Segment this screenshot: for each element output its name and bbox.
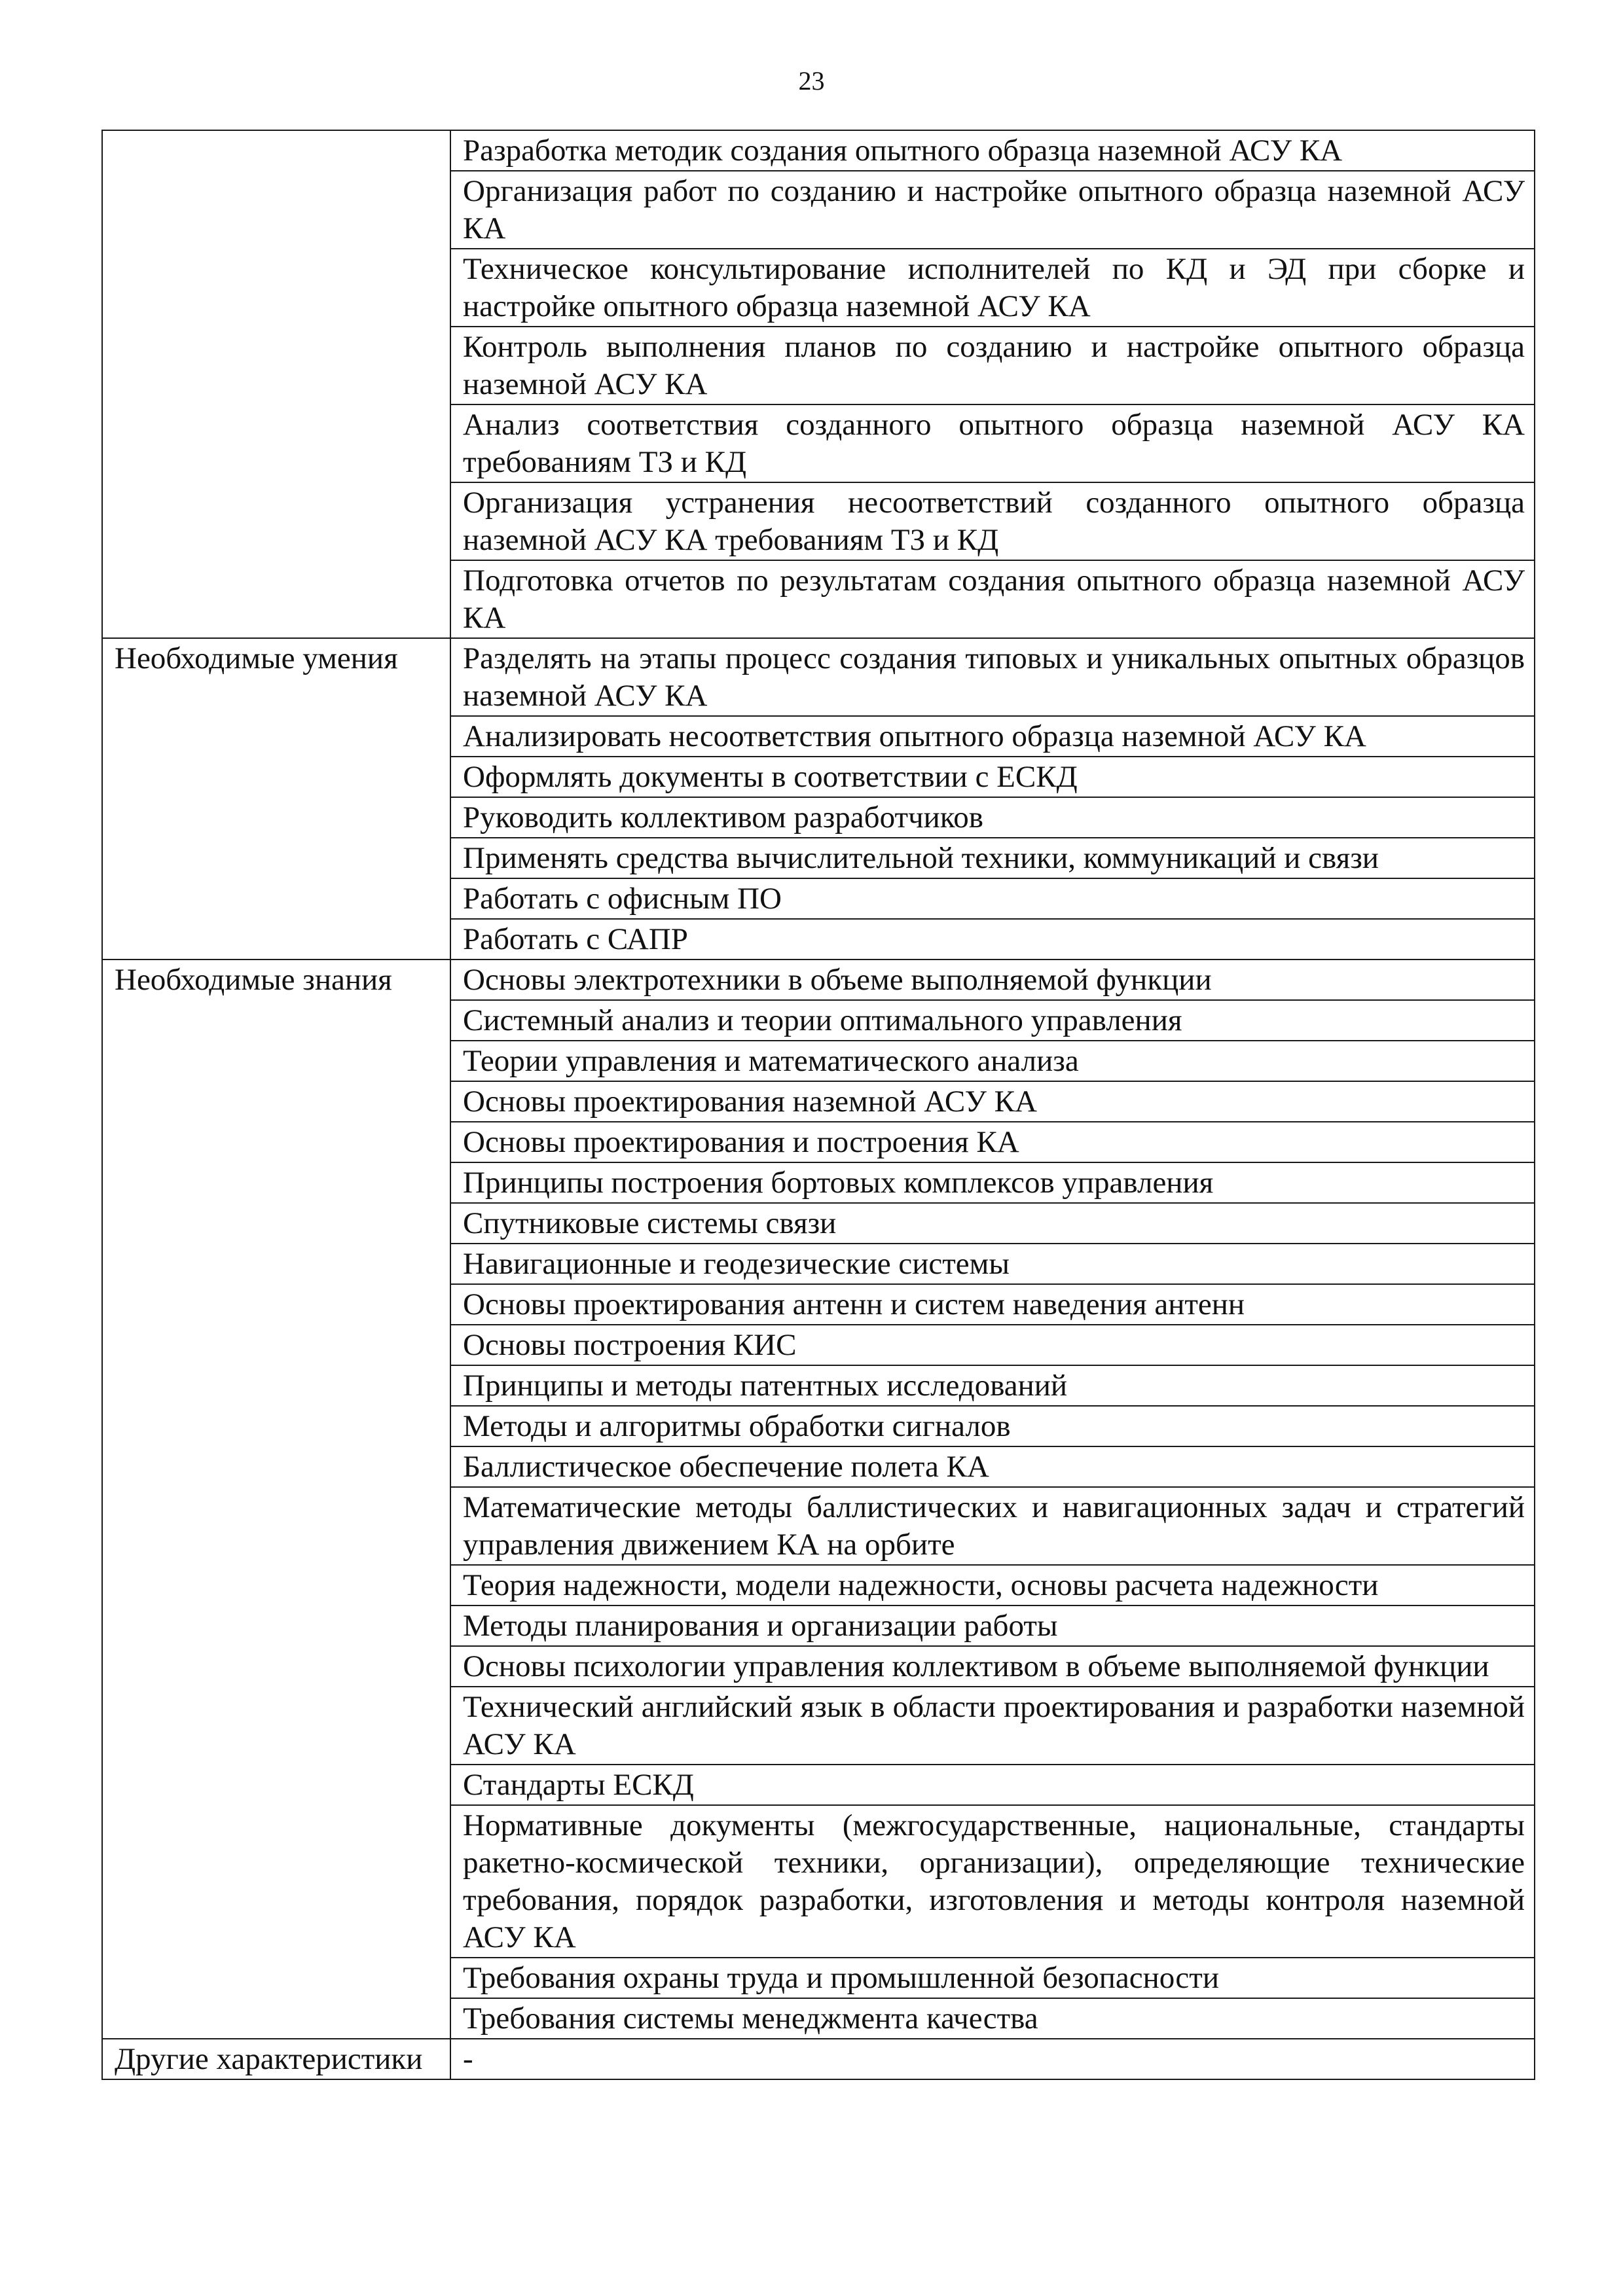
- category-cell: Другие характеристики: [102, 2039, 450, 2079]
- item-cell: Применять средства вычислительной техники, коммуникаций и связи: [450, 838, 1535, 878]
- table-row: [102, 638, 1535, 716]
- item-cell: Руководить коллективом разработчиков: [450, 797, 1535, 838]
- table-row: [102, 960, 1535, 1000]
- item-cell: Спутниковые системы связи: [450, 1203, 1535, 1244]
- requirements-table: [101, 130, 1535, 2080]
- item-cell: Основы проектирования антенн и систем наведения антенн: [450, 1284, 1535, 1325]
- item-cell: Основы психологии управления коллективом в объеме выполняемой функции: [450, 1646, 1535, 1687]
- item-cell: Анализ соответствия созданного опытного образца наземной АСУ КА требованиям ТЗ и КД: [450, 404, 1535, 482]
- item-cell: Теории управления и математического анализа: [450, 1041, 1535, 1081]
- item-cell: Работать с САПР: [450, 919, 1535, 960]
- category-cell: Необходимые знания: [102, 960, 450, 2039]
- item-cell: Теория надежности, модели надежности, основы расчета надежности: [450, 1565, 1535, 1605]
- item-cell: Анализировать несоответствия опытного образца наземной АСУ КА: [450, 716, 1535, 757]
- item-cell: Основы электротехники в объеме выполняемой функции: [450, 960, 1535, 1000]
- table-row: [102, 130, 1535, 171]
- item-cell: Навигационные и геодезические системы: [450, 1244, 1535, 1284]
- item-cell: Основы проектирования и построения КА: [450, 1122, 1535, 1162]
- item-cell: Системный анализ и теории оптимального управления: [450, 1000, 1535, 1041]
- item-cell: Баллистическое обеспечение полета КА: [450, 1446, 1535, 1487]
- item-cell: Технический английский язык в области проектирования и разработки наземной АСУ КА: [450, 1687, 1535, 1765]
- item-cell: Оформлять документы в соответствии с ЕСКД: [450, 757, 1535, 797]
- item-cell: -: [450, 2039, 1535, 2079]
- item-cell: Требования системы менеджмента качества: [450, 1998, 1535, 2039]
- item-cell: Контроль выполнения планов по созданию и настройке опытного образца наземной АСУ КА: [450, 327, 1535, 404]
- item-cell: Основы проектирования наземной АСУ КА: [450, 1081, 1535, 1122]
- item-cell: Подготовка отчетов по результатам создания опытного образца наземной АСУ КА: [450, 560, 1535, 638]
- item-cell: Принципы построения бортовых комплексов управления: [450, 1162, 1535, 1203]
- item-cell: Методы планирования и организации работы: [450, 1605, 1535, 1646]
- category-cell: [102, 130, 450, 638]
- item-cell: Основы построения КИС: [450, 1325, 1535, 1365]
- item-cell: Организация работ по созданию и настройке опытного образца наземной АСУ КА: [450, 171, 1535, 249]
- category-cell: Необходимые умения: [102, 638, 450, 960]
- item-cell: Работать с офисным ПО: [450, 878, 1535, 919]
- item-cell: Стандарты ЕСКД: [450, 1765, 1535, 1805]
- item-cell: Нормативные документы (межгосударственные, национальные, стандарты ракетно-космической техники, организации), определяющие технические требования, порядок разработки, изготовления и методы контроля наземной АСУ КА: [450, 1805, 1535, 1958]
- item-cell: Принципы и методы патентных исследований: [450, 1365, 1535, 1406]
- page-number: 23: [798, 66, 825, 96]
- item-cell: Техническое консультирование исполнителей по КД и ЭД при сборке и настройке опытного образца наземной АСУ КА: [450, 249, 1535, 327]
- item-cell: Математические методы баллистических и навигационных задач и стратегий управления движением КА на орбите: [450, 1487, 1535, 1565]
- item-cell: Требования охраны труда и промышленной безопасности: [450, 1958, 1535, 1998]
- item-cell: Разработка методик создания опытного образца наземной АСУ КА: [450, 130, 1535, 171]
- table-row: [102, 2039, 1535, 2079]
- requirements-table-body: [102, 130, 1535, 2079]
- item-cell: Организация устранения несоответствий созданного опытного образца наземной АСУ КА требованиям ТЗ и КД: [450, 482, 1535, 560]
- item-cell: Методы и алгоритмы обработки сигналов: [450, 1406, 1535, 1446]
- item-cell: Разделять на этапы процесс создания типовых и уникальных опытных образцов наземной АСУ КА: [450, 638, 1535, 716]
